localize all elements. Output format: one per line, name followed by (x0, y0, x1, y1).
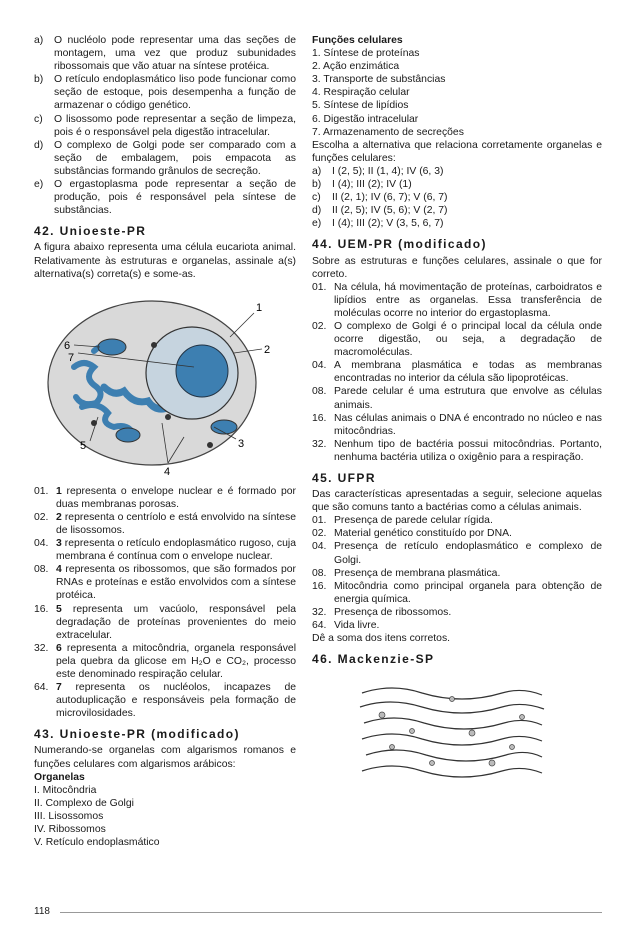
q44-item-32: 32. Nenhum tipo de bactéria possui mitocôndrias. Portanto, nenhuma bactéria utiliza o oxigênio para a respiração. (312, 438, 602, 463)
function-item: 4. Respiração celular (312, 87, 410, 99)
q43-option-c: c) II (2, 1); IV (6, 7); V (6, 7) (312, 192, 448, 204)
option-c: c) O lisossomo pode representar a seção de limpeza, pois é o responsável pela digestão intracelular. (34, 113, 296, 138)
q44-item-01: 01. Na célula, há movimentação de proteínas, carboidratos e lipídios entre as organelas. Essa transferência de moléculas ocorre no interior do ergastoplasma. (312, 281, 602, 319)
question-title-42: 42. Unioeste-PR (34, 224, 147, 239)
fig-label-2: 2 (264, 343, 271, 356)
nucleolus (176, 345, 228, 397)
right-column (312, 34, 602, 797)
function-item: 5. Síntese de lipídios (312, 100, 409, 112)
fig-label-7: 7 (68, 351, 75, 364)
q42-item-16: 16. 5 representa um vacúolo, responsável pela degradação de proteínas provenientes do meio extracelular. (34, 603, 296, 641)
organelles-heading: Organelas (34, 771, 85, 783)
fig-label-6: 6 (64, 339, 71, 352)
q42-item-08: 08. 4 representa os ribossomos, que são formados por RNAs e proteínas e estão envolvidos com a síntese protéica. (34, 564, 296, 602)
option-d: d) O complexo de Golgi pode ser comparado com a seção de embalagem, pois empacota as substâncias formando grânulos de secreção. (34, 139, 296, 177)
question-intro-45: Das características apresentadas a seguir, selecione aquelas que são comuns tanto a bactérias como a células animais. (312, 489, 602, 514)
q43-option-d: d) II (2, 5); IV (5, 6); V (2, 7) (312, 205, 448, 217)
organelle-item: V. Retículo endoplasmático (34, 837, 160, 849)
q42-item-32: 32. 6 representa a mitocôndria, organela responsável pela quebra da glicose em H₂O e CO₂, processo este denominado respiração celular. (34, 642, 296, 680)
organelle-item: I. Mitocôndria (34, 784, 97, 796)
q43-option-a: a) I (2, 5); II (1, 4); IV (6, 3) (312, 165, 444, 177)
q42-item-64: 64. 7 representa os nucléolos, incapazes de autoduplicação e responsáveis pela formação de microvilosidades. (34, 682, 296, 720)
q45-item-04: 04. Presença de retículo endoplasmático e complexo de Golgi. (312, 541, 602, 566)
q45-item-02: 02. Material genético constituído por DNA. (312, 528, 512, 540)
organelle-item: IV. Ribossomos (34, 824, 106, 836)
q45-instruction: Dê a soma dos itens corretos. (312, 633, 451, 645)
function-item: 2. Ação enzimática (312, 61, 400, 73)
question-title-44: 44. UEM-PR (modificado) (312, 237, 487, 252)
q42-item-01: 01. 1 representa o envelope nuclear e é formado por duas membranas porosas. (34, 485, 296, 510)
q42-item-04: 04. 3 representa o retículo endoplasmático rugoso, cuja membrana é contínua com o envelope nuclear. (34, 538, 296, 563)
q44-item-08: 08. Parede celular é uma estrutura que envolve as células animais. (312, 386, 602, 411)
function-item: 3. Transporte de substâncias (312, 74, 446, 86)
q45-item-16: 16. Mitocôndria como principal organela para obtenção de energia química. (312, 580, 602, 605)
q41-options (34, 34, 296, 217)
organelle-item: II. Complexo de Golgi (34, 797, 134, 809)
option-b: b) O retículo endoplasmático liso pode funcionar como seção de estoque, pois desempenha a função de armazenar o código genético. (34, 74, 296, 112)
question-ask-43: Escolha a alternativa que relaciona corretamente organelas e funções celulares: (312, 139, 602, 164)
fig-label-4: 4 (164, 465, 171, 477)
question-intro-42: A figura abaixo representa uma célula eucariota animal. Relativamente às estruturas e organelas, assinale a(s) alternativa(s) correta(s) e some-as. (34, 242, 296, 280)
q44-item-16: 16. Nas células animais o DNA é encontrado no núcleo e nas mitocôndrias. (312, 412, 602, 437)
question-intro-44: Sobre as estruturas e funções celulares, assinale o que for correto. (312, 255, 602, 280)
functions-heading: Funções celulares (312, 35, 403, 46)
cell-figure (34, 287, 296, 477)
organelle-item: III. Lisossomos (34, 810, 104, 822)
q42-items (34, 485, 296, 721)
fig-label-3: 3 (238, 437, 245, 450)
option-e: e) O ergastoplasma pode representar a seção de produção, pois é responsável pela síntese de substâncias. (34, 179, 296, 217)
function-item: 1. Síntese de proteínas (312, 48, 420, 60)
mitochondrion (98, 339, 126, 355)
page-number: 118 (34, 906, 50, 917)
footer-rule (60, 912, 602, 913)
option-a: a) O nucléolo pode representar uma das seções de montagem, uma vez que produz subunidades ribossomais que vão atuar na síntese protéica. (34, 35, 296, 73)
q45-item-64: 64. Vida livre. (312, 620, 380, 632)
q45-item-01: 01. Presença de parede celular rígida. (312, 515, 493, 527)
q45-item-32: 32. Presença de ribossomos. (312, 606, 452, 618)
question-title-45: 45. UFPR (312, 471, 376, 485)
q45-item-08: 08. Presença de membrana plasmática. (312, 567, 501, 579)
question-intro-43: Numerando-se organelas com algarismos romanos e funções celulares com algarismos arábicos: (34, 745, 296, 770)
q43-option-b: b) I (4); III (2); IV (1) (312, 179, 412, 191)
q44-item-02: 02. O complexo de Golgi é o principal local da célula onde ocorre digestão, ou seja, a degradação de macromoléculas. (312, 320, 602, 359)
question-title-46: 46. Mackenzie-SP (312, 652, 435, 667)
q43-option-e: e) I (4); III (2); V (3, 5, 6, 7) (312, 218, 444, 230)
function-item: 6. Digestão intracelular (312, 113, 419, 125)
golgi-figure (352, 673, 552, 793)
question-title-43: 43. Unioeste-PR (modificado) (34, 727, 240, 742)
fig-label-1: 1 (256, 301, 263, 314)
q44-item-04: 04. A membrana plasmática e todas as membranas encontradas no interior da célula são lipoprotéicas. (312, 360, 602, 385)
function-item: 7. Armazenamento de secreções (312, 126, 464, 138)
fig-label-5: 5 (80, 439, 87, 452)
left-column (34, 34, 296, 849)
q42-item-02: 02. 2 representa o centríolo e está envolvido na síntese de lisossomos. (34, 511, 296, 536)
